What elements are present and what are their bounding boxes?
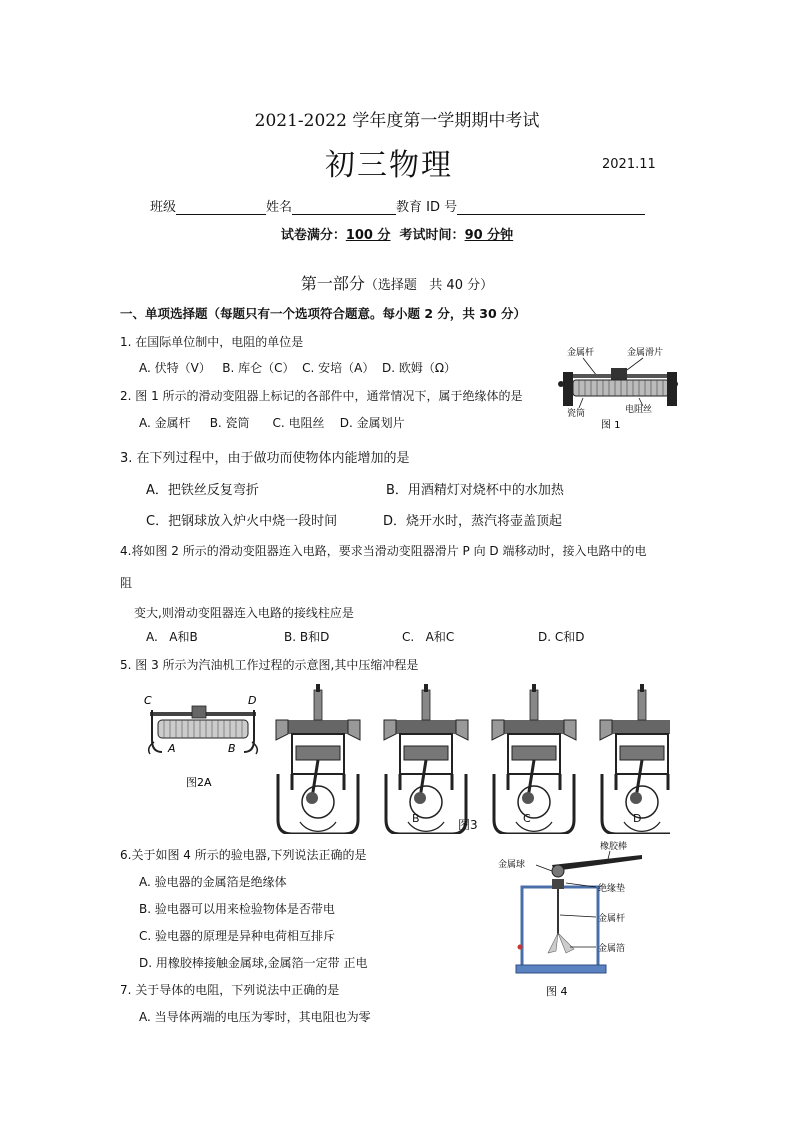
question-7-stem: 7. 关于导体的电阻，下列说法中正确的是 bbox=[120, 983, 340, 997]
fig2-terminal-d: D bbox=[248, 694, 257, 707]
subject-title: 初三物理 bbox=[325, 148, 453, 183]
question-3-option-c: C．把钢球放入炉火中烧一段时间 bbox=[146, 514, 338, 529]
fig4-insulating-pad bbox=[552, 879, 564, 889]
fig4-caption: 图 4 bbox=[546, 985, 568, 998]
score-line bbox=[0, 224, 794, 243]
question-6-option-c: C. 验电器的原理是异种电荷相互排斥 bbox=[139, 929, 336, 943]
fig1-label-rod: 金属杆 bbox=[567, 348, 595, 358]
figure-1-rheostat bbox=[555, 340, 680, 435]
question-4-option-a: A. A和B bbox=[146, 630, 198, 644]
figure-3-engine-strokes bbox=[270, 684, 670, 834]
class-label: 班级 bbox=[150, 200, 177, 215]
question-2-options: A. 金属杆 B. 瓷筒 C. 电阻丝 D. 金属划片 bbox=[139, 416, 405, 430]
engine-stroke-b bbox=[384, 684, 468, 834]
part-subtitle: （选择题 共 40 分） bbox=[364, 278, 494, 293]
question-7-option-a: A. 当导体两端的电压为零时，其电阻也为零 bbox=[139, 1010, 371, 1024]
question-3-option-b: B．用酒精灯对烧杯中的水加热 bbox=[386, 483, 564, 498]
class-field[interactable] bbox=[176, 200, 266, 215]
exam-title: 2021-2022 学年度第一学期期中考试 bbox=[254, 111, 540, 131]
question-4-option-d: D. C和D bbox=[538, 630, 585, 644]
fig1-label-wire: 电阻丝 bbox=[625, 405, 653, 415]
fig3-label-d: D bbox=[633, 812, 642, 825]
fig4-label-rubber-rod: 橡胶棒 bbox=[600, 842, 628, 852]
fig3-label-b: B bbox=[412, 812, 420, 825]
fig2-terminal-c: C bbox=[144, 694, 152, 707]
fig2-terminal-b: B bbox=[228, 742, 236, 755]
question-5-stem: 5. 图 3 所示为汽油机工作过程的示意图,其中压缩冲程是 bbox=[120, 658, 419, 672]
engine-stroke-a bbox=[276, 684, 360, 834]
question-4-option-b: B. B和D bbox=[284, 630, 330, 644]
fig3-caption: 图3 bbox=[458, 818, 478, 832]
fig1-caption: 图 1 bbox=[601, 420, 621, 431]
fig4-label-pad: 绝缘垫 bbox=[598, 884, 626, 894]
score-prefix: 试卷满分： bbox=[280, 228, 346, 243]
question-6-stem: 6.关于如图 4 所示的验电器,下列说法正确的是 bbox=[120, 848, 367, 862]
question-6-option-a: A. 验电器的金属箔是绝缘体 bbox=[139, 875, 287, 889]
fig4-label-foil: 金属箔 bbox=[598, 944, 626, 954]
question-6-option-d: D. 用橡胶棒接触金属球,金属箔一定带 正电 bbox=[139, 956, 368, 970]
question-2-stem: 2. 图 1 所示的滑动变阻器上标记的各部件中，通常情况下，属于绝缘体的是 bbox=[120, 389, 523, 403]
fig4-frame bbox=[522, 887, 598, 967]
id-label: 教育 ID 号 bbox=[396, 200, 458, 215]
figure-2-rheostat bbox=[140, 690, 265, 790]
fig1-slider bbox=[611, 368, 627, 380]
student-info-line bbox=[150, 196, 645, 215]
fig2-terminal-a: A bbox=[168, 742, 176, 755]
question-4-stem-line1: 4.将如图 2 所示的滑动变阻器连入电路，要求当滑动变阻器滑片 P 向 D 端移动时，接入电路中的电 bbox=[120, 544, 647, 558]
fig1-label-tube: 瓷筒 bbox=[567, 409, 586, 419]
name-label: 姓名 bbox=[266, 200, 293, 215]
score-value: 100 分 bbox=[345, 228, 391, 243]
fig4-label-metal-rod: 金属杆 bbox=[598, 914, 626, 924]
part-title: 第一部分 bbox=[300, 274, 365, 293]
question-4-stem-line2: 阻 bbox=[120, 576, 133, 590]
id-field[interactable] bbox=[457, 200, 645, 215]
question-3-option-d: D．烧开水时，蒸汽将壶盖顶起 bbox=[383, 514, 563, 529]
question-6-option-b: B. 验电器可以用来检验物体是否带电 bbox=[139, 902, 335, 916]
figure-4-electroscope bbox=[490, 835, 670, 1005]
fig3-label-c: C bbox=[523, 812, 531, 825]
fig2-caption: 图2A bbox=[186, 776, 212, 789]
name-field[interactable] bbox=[292, 200, 396, 215]
engine-stroke-c bbox=[492, 684, 576, 834]
fig4-metal-ball bbox=[552, 865, 564, 877]
question-1-stem: 1. 在国际单位制中，电阻的单位是 bbox=[120, 335, 304, 349]
time-value: 90 分钟 bbox=[464, 228, 514, 243]
fig4-label-ball: 金属球 bbox=[498, 860, 526, 870]
time-prefix: 考试时间： bbox=[390, 228, 465, 243]
question-4-option-c: C. A和C bbox=[402, 630, 455, 644]
part-heading bbox=[0, 271, 794, 294]
fig4-base bbox=[516, 965, 606, 973]
fig4-rubber-rod bbox=[552, 855, 642, 871]
question-4-stem-line3: 变大,则滑动变阻器连入电路的接线柱应是 bbox=[134, 606, 354, 620]
question-3-option-a: A．把铁丝反复弯折 bbox=[146, 483, 259, 498]
question-3-stem: 3. 在下列过程中，由于做功而使物体内能增加的是 bbox=[120, 451, 410, 466]
question-1-options: A. 伏特（V） B. 库仑（C） C. 安培（A） D. 欧姆（Ω） bbox=[139, 361, 457, 375]
exam-date: 2021.11 bbox=[602, 157, 656, 172]
fig1-label-slider: 金属滑片 bbox=[627, 348, 664, 358]
section-heading: 一、单项选择题（每题只有一个选项符合题意。每小题 2 分，共 30 分） bbox=[120, 306, 527, 321]
